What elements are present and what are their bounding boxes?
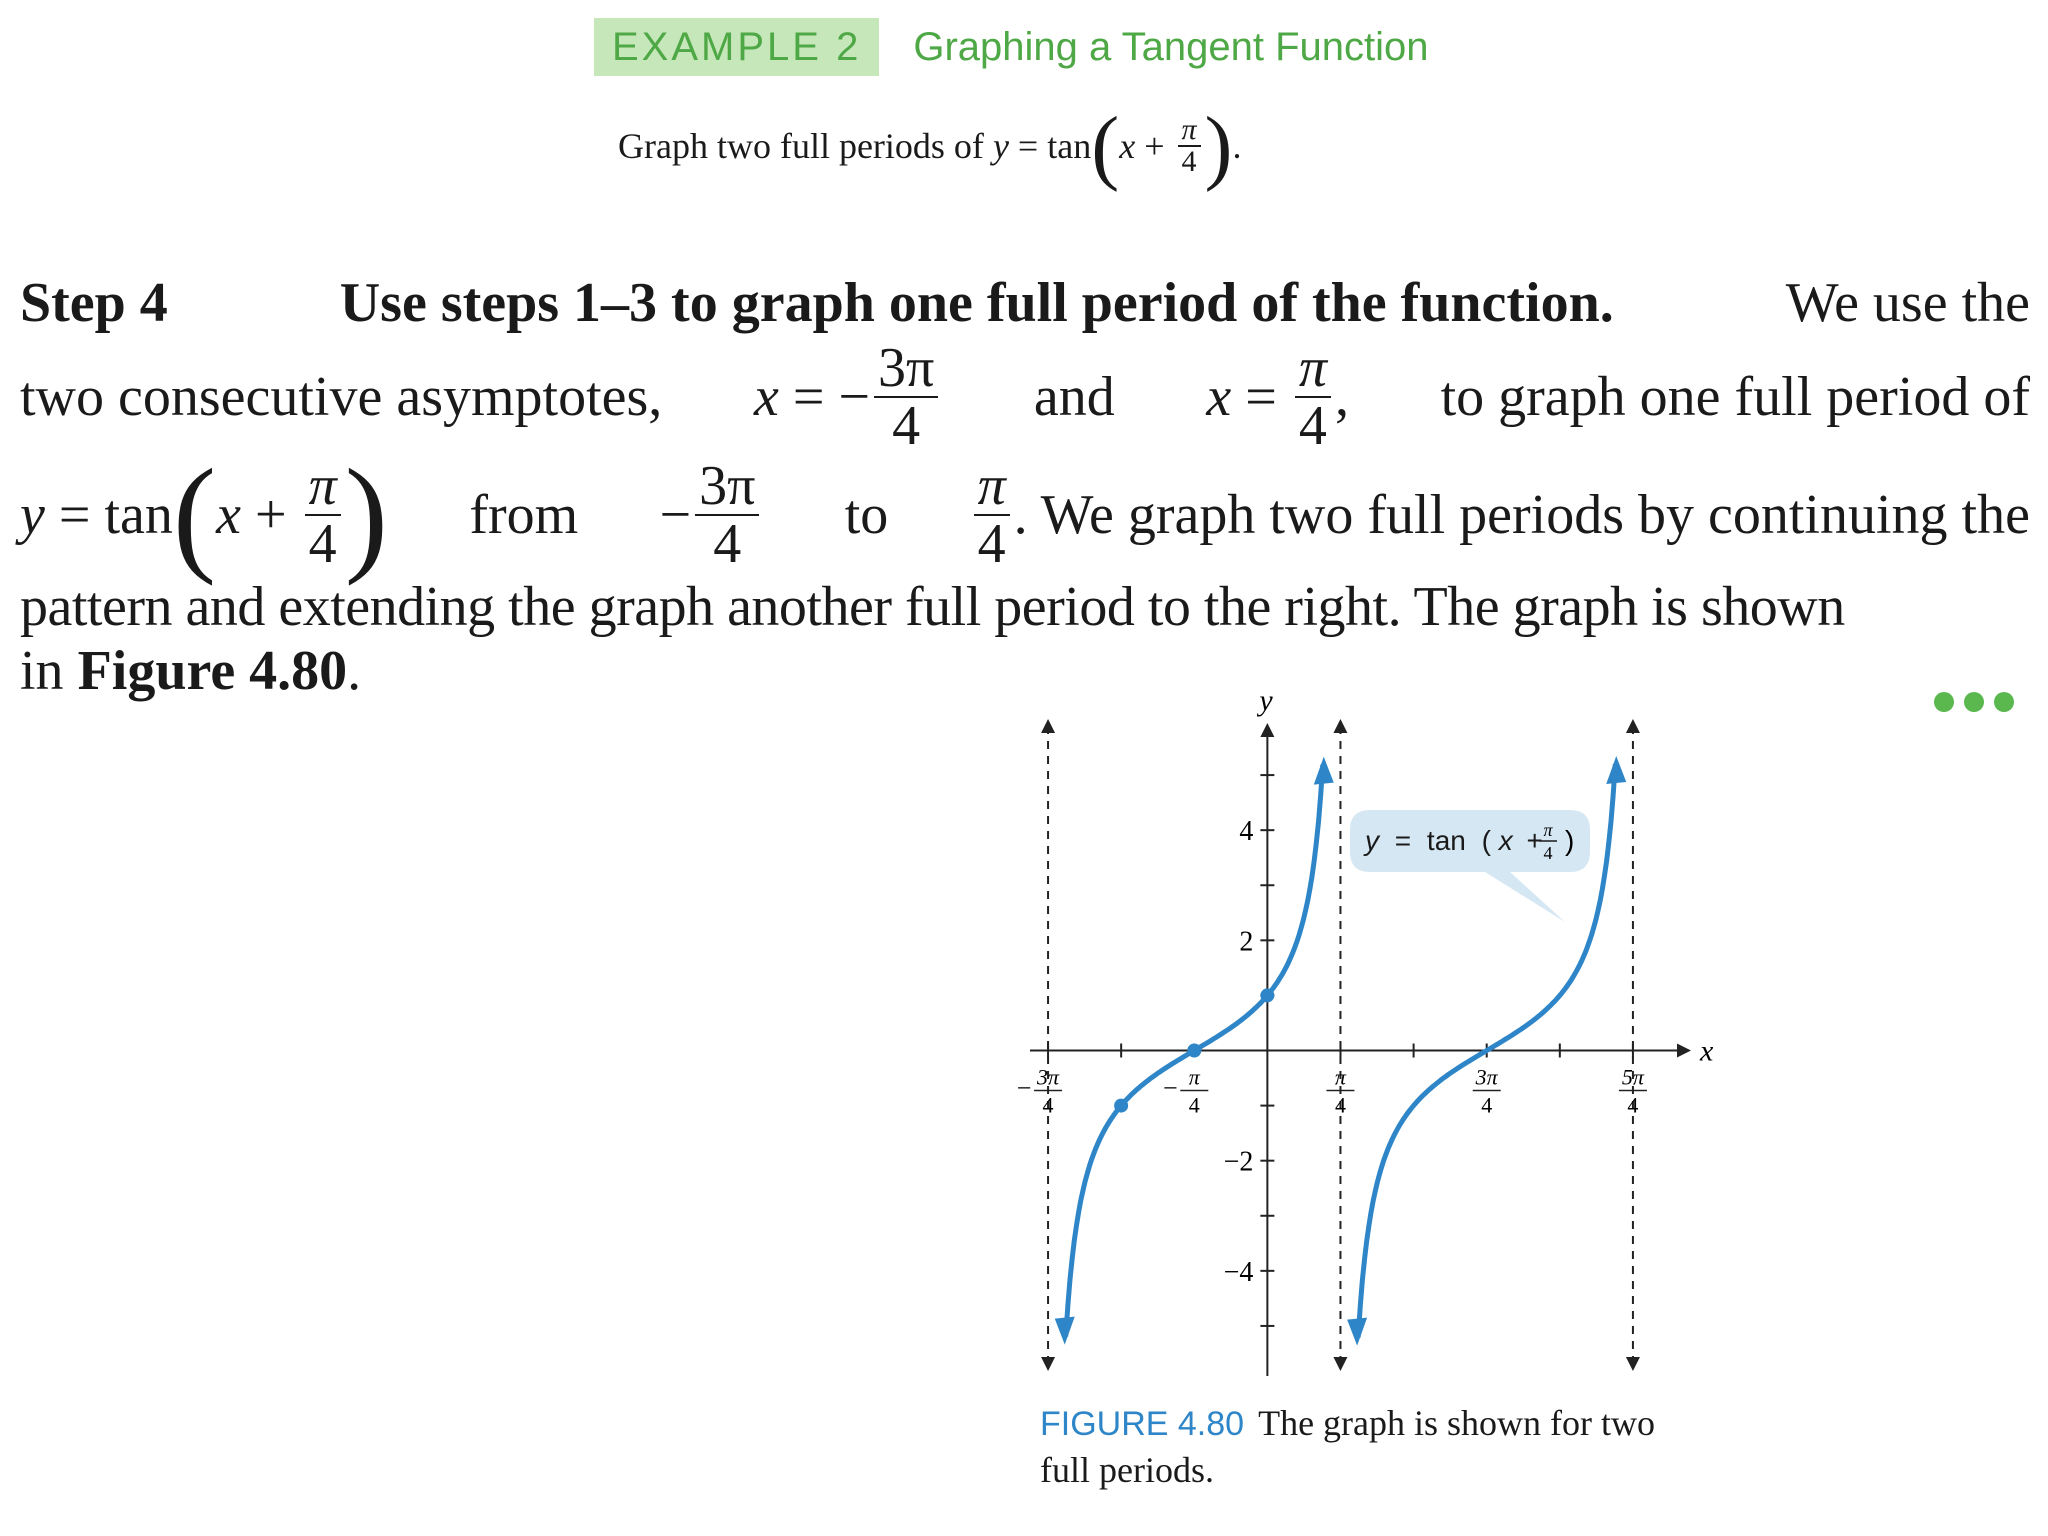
- figure-label: FIGURE 4.80: [1040, 1405, 1245, 1443]
- open-paren: (: [172, 443, 217, 587]
- var-x: x: [216, 484, 242, 546]
- frac-num: 3π: [874, 340, 938, 398]
- key-point: [1114, 1099, 1128, 1113]
- var-x: x: [1206, 366, 1232, 428]
- step-line-5: [20, 640, 2030, 702]
- curve-arrow-up: [1606, 756, 1626, 784]
- y-tick-label: −4: [1223, 1256, 1254, 1288]
- tangent-graph: [1016, 684, 1720, 1390]
- var-y: y: [20, 484, 45, 546]
- step-line4: pattern and extending the graph another full period to the right. The graph is shown: [20, 576, 1845, 638]
- x-tick-label-den: 4: [1042, 1092, 1054, 1118]
- to-value-and-tail: [970, 455, 2030, 575]
- step-line3-tail: . We graph two full periods by continuing the: [1013, 484, 2030, 546]
- x-tick-label-den: 4: [1334, 1092, 1346, 1118]
- curve-arrow-down: [1347, 1318, 1367, 1346]
- prompt-open-paren: (: [1091, 99, 1120, 193]
- dot: [1994, 692, 2014, 712]
- figure-caption: [1040, 1400, 1660, 1493]
- x-tick-label-num: π: [1188, 1064, 1200, 1090]
- step-and: and: [1033, 366, 1115, 428]
- x-tick-label-num: 5π: [1621, 1064, 1644, 1090]
- figure-reference: Figure 4.80: [77, 640, 348, 702]
- prompt-eq: =: [1017, 126, 1039, 166]
- x-tick-label-den: 4: [1481, 1092, 1493, 1118]
- y-tick-label: 2: [1239, 926, 1254, 958]
- prompt-end: .: [1232, 126, 1242, 166]
- x-tick-label-den: 4: [1627, 1092, 1639, 1118]
- prompt-close-paren: ): [1204, 99, 1233, 193]
- key-point: [1260, 988, 1274, 1002]
- step-line-4: [20, 574, 2030, 640]
- step-label: Step 4: [20, 272, 168, 334]
- frac-den: 4: [308, 513, 337, 575]
- frac-den: 4: [892, 395, 921, 457]
- prompt-plus: +: [1144, 126, 1165, 166]
- callout-x: x: [1498, 825, 1513, 856]
- dot: [1964, 692, 1984, 712]
- function-expr: [20, 440, 388, 590]
- x-tick-label-num: 3π: [1037, 1064, 1060, 1090]
- asymptote-left-expr: [753, 337, 942, 457]
- callout-tan: tan: [1426, 825, 1466, 856]
- figure-caption-text: The graph is shown for two full periods.: [1040, 1403, 1656, 1490]
- callout-frac-num: π: [1543, 820, 1553, 840]
- comma: ,: [1334, 366, 1349, 428]
- key-point: [1187, 1044, 1201, 1058]
- step-line-3: [20, 443, 2030, 587]
- step-line1-tail: We use the: [1785, 272, 2030, 334]
- fraction-pi-4: [974, 455, 1010, 575]
- frac-den: 4: [713, 513, 742, 575]
- callout-eq: =: [1394, 825, 1412, 856]
- prompt-text: Graph two full periods of: [618, 126, 984, 166]
- example-badge: EXAMPLE 2: [594, 18, 879, 76]
- callout-frac-den: 4: [1543, 843, 1553, 863]
- fraction-3pi-4: [874, 337, 938, 457]
- y-tick-label: −2: [1223, 1146, 1254, 1178]
- step-from: from: [469, 484, 579, 546]
- example-title: Graphing a Tangent Function: [913, 24, 1429, 69]
- step-line5-a: in: [20, 640, 64, 702]
- minus-sign: −: [838, 366, 870, 428]
- frac-den: 4: [977, 513, 1006, 575]
- step-line2-tail: to graph one full period of: [1440, 366, 2030, 428]
- example-prompt: [618, 98, 1242, 194]
- prompt-x: x: [1119, 126, 1136, 166]
- tick-labels: [1017, 684, 1714, 1288]
- step-paragraph: [20, 268, 2030, 702]
- step-line-1: [20, 268, 2030, 338]
- x-tick-label-num: π: [1334, 1064, 1346, 1090]
- curve-arrow-up: [1314, 757, 1334, 785]
- frac-den: 4: [1298, 395, 1327, 457]
- prompt-frac-num: π: [1178, 115, 1201, 147]
- example-header: [594, 18, 1429, 76]
- more-dots: [1934, 692, 2014, 712]
- from-value: [659, 455, 764, 575]
- callout-close: ): [1565, 825, 1575, 856]
- eq-sign: =: [58, 484, 91, 546]
- close-paren: ): [344, 443, 388, 587]
- callout-plus: +: [1526, 825, 1543, 856]
- plus-sign: +: [255, 484, 287, 546]
- minus-sign: −: [659, 484, 692, 546]
- frac-num: π: [1295, 340, 1331, 398]
- asymptote-right-expr: [1206, 337, 1349, 457]
- function-callout: [1350, 810, 1590, 922]
- callout-open: (: [1481, 825, 1491, 856]
- frac-num: π: [974, 458, 1010, 516]
- frac-num: 3π: [695, 458, 759, 516]
- fraction-pi-4: [1295, 337, 1331, 457]
- step-line5-end: .: [347, 640, 362, 702]
- prompt-fraction: [1178, 115, 1201, 177]
- eq-sign: =: [1245, 366, 1277, 428]
- x-tick-label-num: 3π: [1475, 1064, 1498, 1090]
- step-heading: Use steps 1–3 to graph one full period of the function.: [339, 272, 1614, 334]
- x-tick-label-sign: −: [1162, 1073, 1178, 1103]
- x-tick-label-sign: −: [1016, 1073, 1032, 1103]
- x-tick-label-den: 4: [1188, 1092, 1200, 1118]
- prompt-y: y: [992, 126, 1009, 166]
- tan-word: tan: [104, 484, 173, 546]
- fraction-pi-4: [305, 455, 341, 575]
- prompt-tan: tan: [1047, 126, 1092, 166]
- eq-sign: =: [792, 366, 825, 428]
- curve-arrow-down: [1055, 1317, 1075, 1345]
- dot: [1934, 692, 1954, 712]
- prompt-frac-den: 4: [1181, 145, 1197, 178]
- x-axis-label: x: [1700, 1034, 1714, 1068]
- y-axis-label: y: [1259, 684, 1273, 717]
- callout-y: y: [1365, 825, 1379, 856]
- step-to: to: [844, 484, 889, 546]
- step-line-2: [20, 338, 2030, 456]
- frac-num: π: [305, 458, 341, 516]
- step-line2-a: two consecutive asymptotes,: [20, 366, 663, 428]
- y-tick-label: 4: [1239, 816, 1254, 848]
- fraction-3pi-4: [695, 455, 759, 575]
- var-x: x: [753, 366, 779, 428]
